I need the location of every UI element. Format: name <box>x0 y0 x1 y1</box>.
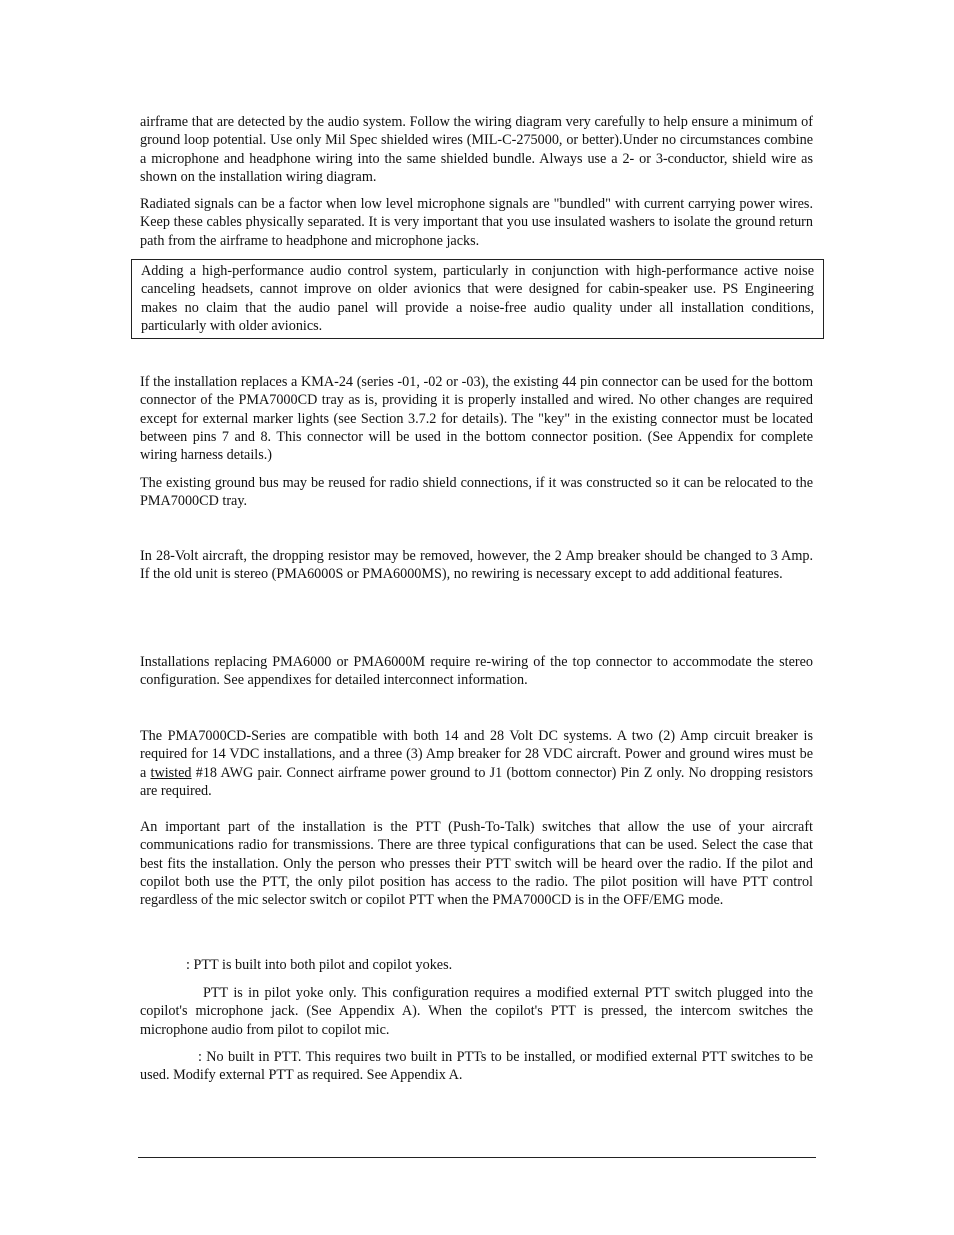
notice-text: Adding a high-performance audio control system, particularly in conjunction with high-performance active noise canceling headsets, cannot improve on older avionics that were designed for cabin-speaker use. PS Engineering makes no claim that the audio panel will provide a noise-free audio quality under all installation conditions, particularly with older avionics. <box>141 263 814 334</box>
paragraph-kma24-replacement: If the installation replaces a KMA-24 (series -01, -02 or -03), the existing 44 pin connector can be used for the bottom connector of the PMA7000CD tray as is, providing it is properly installed and wired. No other changes are required except for external marker lights (see Section 3.7.2 for details). The "key" in the existing connector must be located between pins 7 and 8. This connector will be used in the bottom connector position. (See Appendix for complete wiring harness details.) <box>140 374 813 464</box>
footer-divider <box>138 1157 816 1158</box>
paragraph-ptt-case-1: : PTT is built into both pilot and copilot yokes. <box>186 957 453 973</box>
power-text-end: #18 AWG pair. Connect airframe power ground to J1 (bottom connector) Pin Z only. No dropping resistors are required. <box>140 764 813 799</box>
paragraph-28-volt: In 28-Volt aircraft, the dropping resistor may be removed, however, the 2 Amp breaker should be changed to 3 Amp. If the old unit is stereo (PMA6000S or PMA6000MS), no rewiring is necessary except to add additional features. <box>140 548 813 583</box>
paragraph-power-requirements <box>140 727 813 800</box>
off-emg-mode: OFF/EMG <box>623 892 685 909</box>
paragraph-pma6000-replacement: Installations replacing PMA6000 or PMA6000M require re-wiring of the top connector to accommodate the stereo configuration. See appendixes for detailed interconnect information. <box>140 654 813 689</box>
power-text-start: The PMA7000CD-Series are compatible with both 14 and 28 Volt DC systems. A two (2) Amp circuit breaker is required for 14 VDC installations, and a three (3) Amp breaker for 28 VDC aircraft. Power and ground wires must be a <box>140 728 813 781</box>
ptt-text-end: mode. <box>684 892 724 909</box>
paragraph-ground-bus: The existing ground bus may be reused for radio shield connections, if it was constructed so it can be relocated to the PMA7000CD tray. <box>140 475 813 510</box>
paragraph-ptt-case-3: : No built in PTT. This requires two built in PTTs to be installed, or modified external PTT switches to be used. Modify external PTT as required. See Appendix A. <box>140 1049 813 1084</box>
paragraph-radiated-signals: Radiated signals can be a factor when low level microphone signals are "bundled" with current carrying power wires. Keep these cables physically separated. It is very important that you use insulated washers to isolate the ground return path from the airframe to headphone and microphone jacks. <box>140 196 813 249</box>
paragraph-ptt-overview <box>140 818 813 909</box>
ptt-text-start: An important part of the installation is the PTT (Push-To-Talk) switches that allow the use of your aircraft communications radio for transmissions. There are three typical configurations that can be used. Select the case that best fits the installation. Only the person who presses their PTT switch will be heard over the radio. If the pilot and copilot both use the PTT, the only pilot position has access to the radio. The pilot position will have PTT control regardless of the mic selector switch or copilot PTT when the PMA7000CD is in the <box>140 819 813 909</box>
paragraph-ptt-case-2: PTT is in pilot yoke only. This configuration requires a modified external PTT switch plugged into the copilot's microphone jack. (See Appendix A). When the copilot's PTT is pressed, the intercom switches the microphone audio from pilot to copilot mic. <box>140 985 813 1038</box>
paragraph-ground-loop: airframe that are detected by the audio system. Follow the wiring diagram very carefully to help ensure a minimum of ground loop potential. Use only Mil Spec shielded wires (MIL-C-275000, or better).Under no circumstances combine a microphone and headphone wiring into the same shielded bundle. Always use a 2- or 3-conductor, shield wire as shown on the installation wiring diagram. <box>140 114 813 185</box>
twisted-underlined: twisted <box>150 764 192 781</box>
notice-box <box>131 259 824 339</box>
